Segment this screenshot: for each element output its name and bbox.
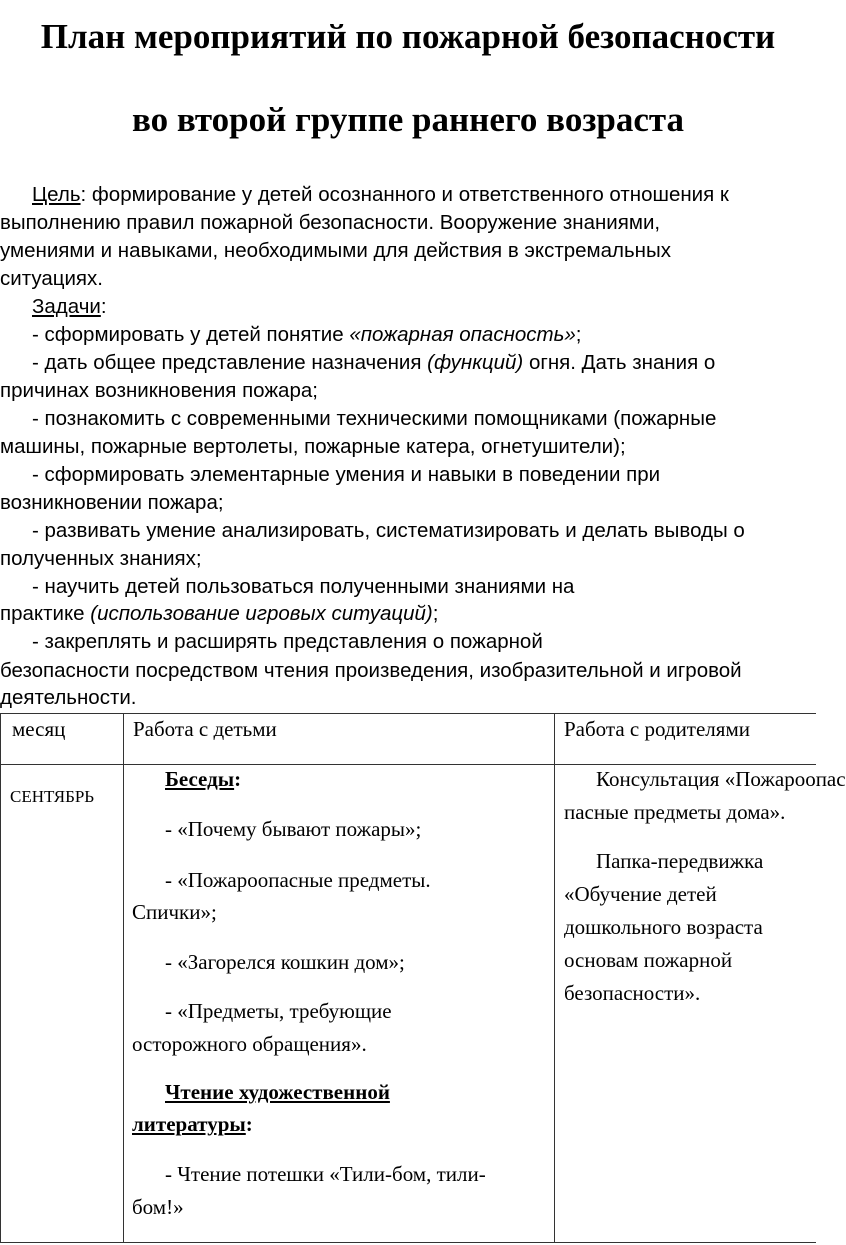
text-segment: Папка-передвижка (596, 849, 764, 873)
paragraph-line (32, 461, 660, 489)
text-segment: - «Загорелся кошкин дом»; (165, 950, 405, 974)
children-activity-line (132, 1028, 367, 1060)
text-segment: (использование игровых ситуаций) (90, 602, 433, 625)
paragraph-line (32, 573, 574, 601)
text-segment: безопасности посредством чтения произведения, изобразительной и игровой (0, 659, 742, 682)
table-column-divider-2 (554, 713, 555, 1243)
table-column-divider-1 (123, 713, 124, 1243)
paragraph-line (32, 321, 581, 349)
text-segment: Беседы (165, 767, 235, 791)
children-activity-line (165, 763, 241, 795)
text-segment: Цель (32, 183, 81, 206)
children-activity-line (165, 1076, 390, 1108)
text-segment: дошкольного возраста (564, 915, 763, 939)
text-segment: - научить детей пользоваться полученными знаниями на (32, 575, 575, 598)
parents-activity-line (564, 977, 700, 1009)
paragraph-line (0, 377, 318, 405)
text-segment: : (234, 767, 242, 791)
text-segment: практике (0, 602, 91, 625)
text-segment: умениями и навыками, необходимыми для действия в экстремальных (0, 239, 671, 262)
text-segment: пасные предметы дома». (564, 800, 786, 824)
header-work-with-parents: Работа с родителями (564, 717, 750, 741)
header-month: месяц (12, 717, 66, 741)
text-segment: - развивать умение анализировать, систематизировать и делать выводы о (32, 519, 745, 542)
text-segment: причинах возникновения пожара; (0, 379, 318, 402)
text-segment: возникновении пожара; (0, 491, 224, 514)
parents-activity-line (564, 796, 785, 828)
text-segment: деятельности. (0, 686, 137, 709)
text-segment: - «Предметы, требующие (165, 999, 392, 1023)
parents-activity-line (596, 763, 846, 795)
text-segment: Спички»; (132, 900, 217, 924)
paragraph-line (0, 657, 742, 685)
text-segment: (функций) (427, 351, 524, 374)
text-segment: огня. Дать знания о (523, 351, 716, 374)
text-segment: - сформировать у детей понятие (32, 323, 350, 346)
text-segment: - Чтение потешки «Тили-бом, тили- (165, 1162, 486, 1186)
month-cell: СЕНТЯБРЬ (10, 787, 95, 806)
text-segment: Задачи (32, 295, 101, 318)
paragraph-line (32, 628, 543, 656)
text-segment: Чтение художественной (165, 1080, 390, 1104)
paragraph-line (0, 684, 137, 712)
paragraph-line (32, 293, 107, 321)
parents-activity-line (564, 911, 763, 943)
text-segment: безопасности». (564, 981, 701, 1005)
paragraph-line (0, 265, 103, 293)
text-segment: - «Почему бывают пожары»; (165, 817, 422, 841)
header-work-with-children: Работа с детьми (133, 717, 277, 741)
children-activity-line (165, 864, 431, 896)
text-segment: «пожарная опасность» (349, 323, 576, 346)
children-activity-line (165, 813, 421, 845)
children-activity-line (132, 896, 217, 928)
text-segment: «Обучение детей (564, 882, 717, 906)
text-segment: : формирование у детей осознанного и ответственного отношения к (80, 183, 729, 206)
paragraph-line (0, 545, 202, 573)
paragraph-line (32, 405, 716, 433)
text-segment: литературы (132, 1112, 246, 1136)
text-segment: - «Пожароопасные предметы. (165, 868, 431, 892)
text-segment: - дать общее представление назначения (32, 351, 428, 374)
children-activity-line (165, 1158, 486, 1190)
text-segment: бом!» (132, 1195, 184, 1219)
text-segment: : (100, 295, 107, 318)
paragraph-line (0, 600, 438, 628)
paragraph-line (0, 433, 626, 461)
parents-activity-line (564, 944, 732, 976)
text-segment: - познакомить с современными техническими помощниками (пожарные (32, 407, 717, 430)
text-segment: ; (432, 602, 439, 625)
text-segment: : (245, 1112, 253, 1136)
paragraph-line (0, 209, 660, 237)
title-line-2: во второй группе раннего возраста (131, 100, 685, 139)
paragraph-line (32, 181, 729, 209)
parents-activity-line (564, 878, 717, 910)
text-segment: основам пожарной (564, 948, 733, 972)
table-border-left (0, 713, 1, 1243)
children-activity-line (132, 1191, 184, 1223)
text-segment: полученных знаниях; (0, 547, 202, 570)
text-segment: - сформировать элементарные умения и навыки в поведении при (32, 463, 661, 486)
title-line-1: План мероприятий по пожарной безопасности (40, 17, 776, 56)
paragraph-line (32, 349, 715, 377)
text-segment: выполнению правил пожарной безопасности. Вооружение знаниями, (0, 211, 661, 234)
text-segment: ситуациях. (0, 267, 103, 290)
paragraph-line (32, 517, 745, 545)
text-segment: машины, пожарные вертолеты, пожарные катера, огнетушители); (0, 435, 626, 458)
paragraph-line (0, 489, 224, 517)
children-activity-line (165, 995, 392, 1027)
text-segment: осторожного обращения». (132, 1032, 367, 1056)
text-segment: ; (575, 323, 582, 346)
children-activity-line (165, 946, 405, 978)
children-activity-line (132, 1108, 253, 1140)
text-segment: Консультация «Пожароопас (596, 767, 846, 791)
parents-activity-line (596, 845, 763, 877)
text-segment: - закреплять и расширять представления о пожарной (32, 630, 543, 653)
paragraph-line (0, 237, 671, 265)
